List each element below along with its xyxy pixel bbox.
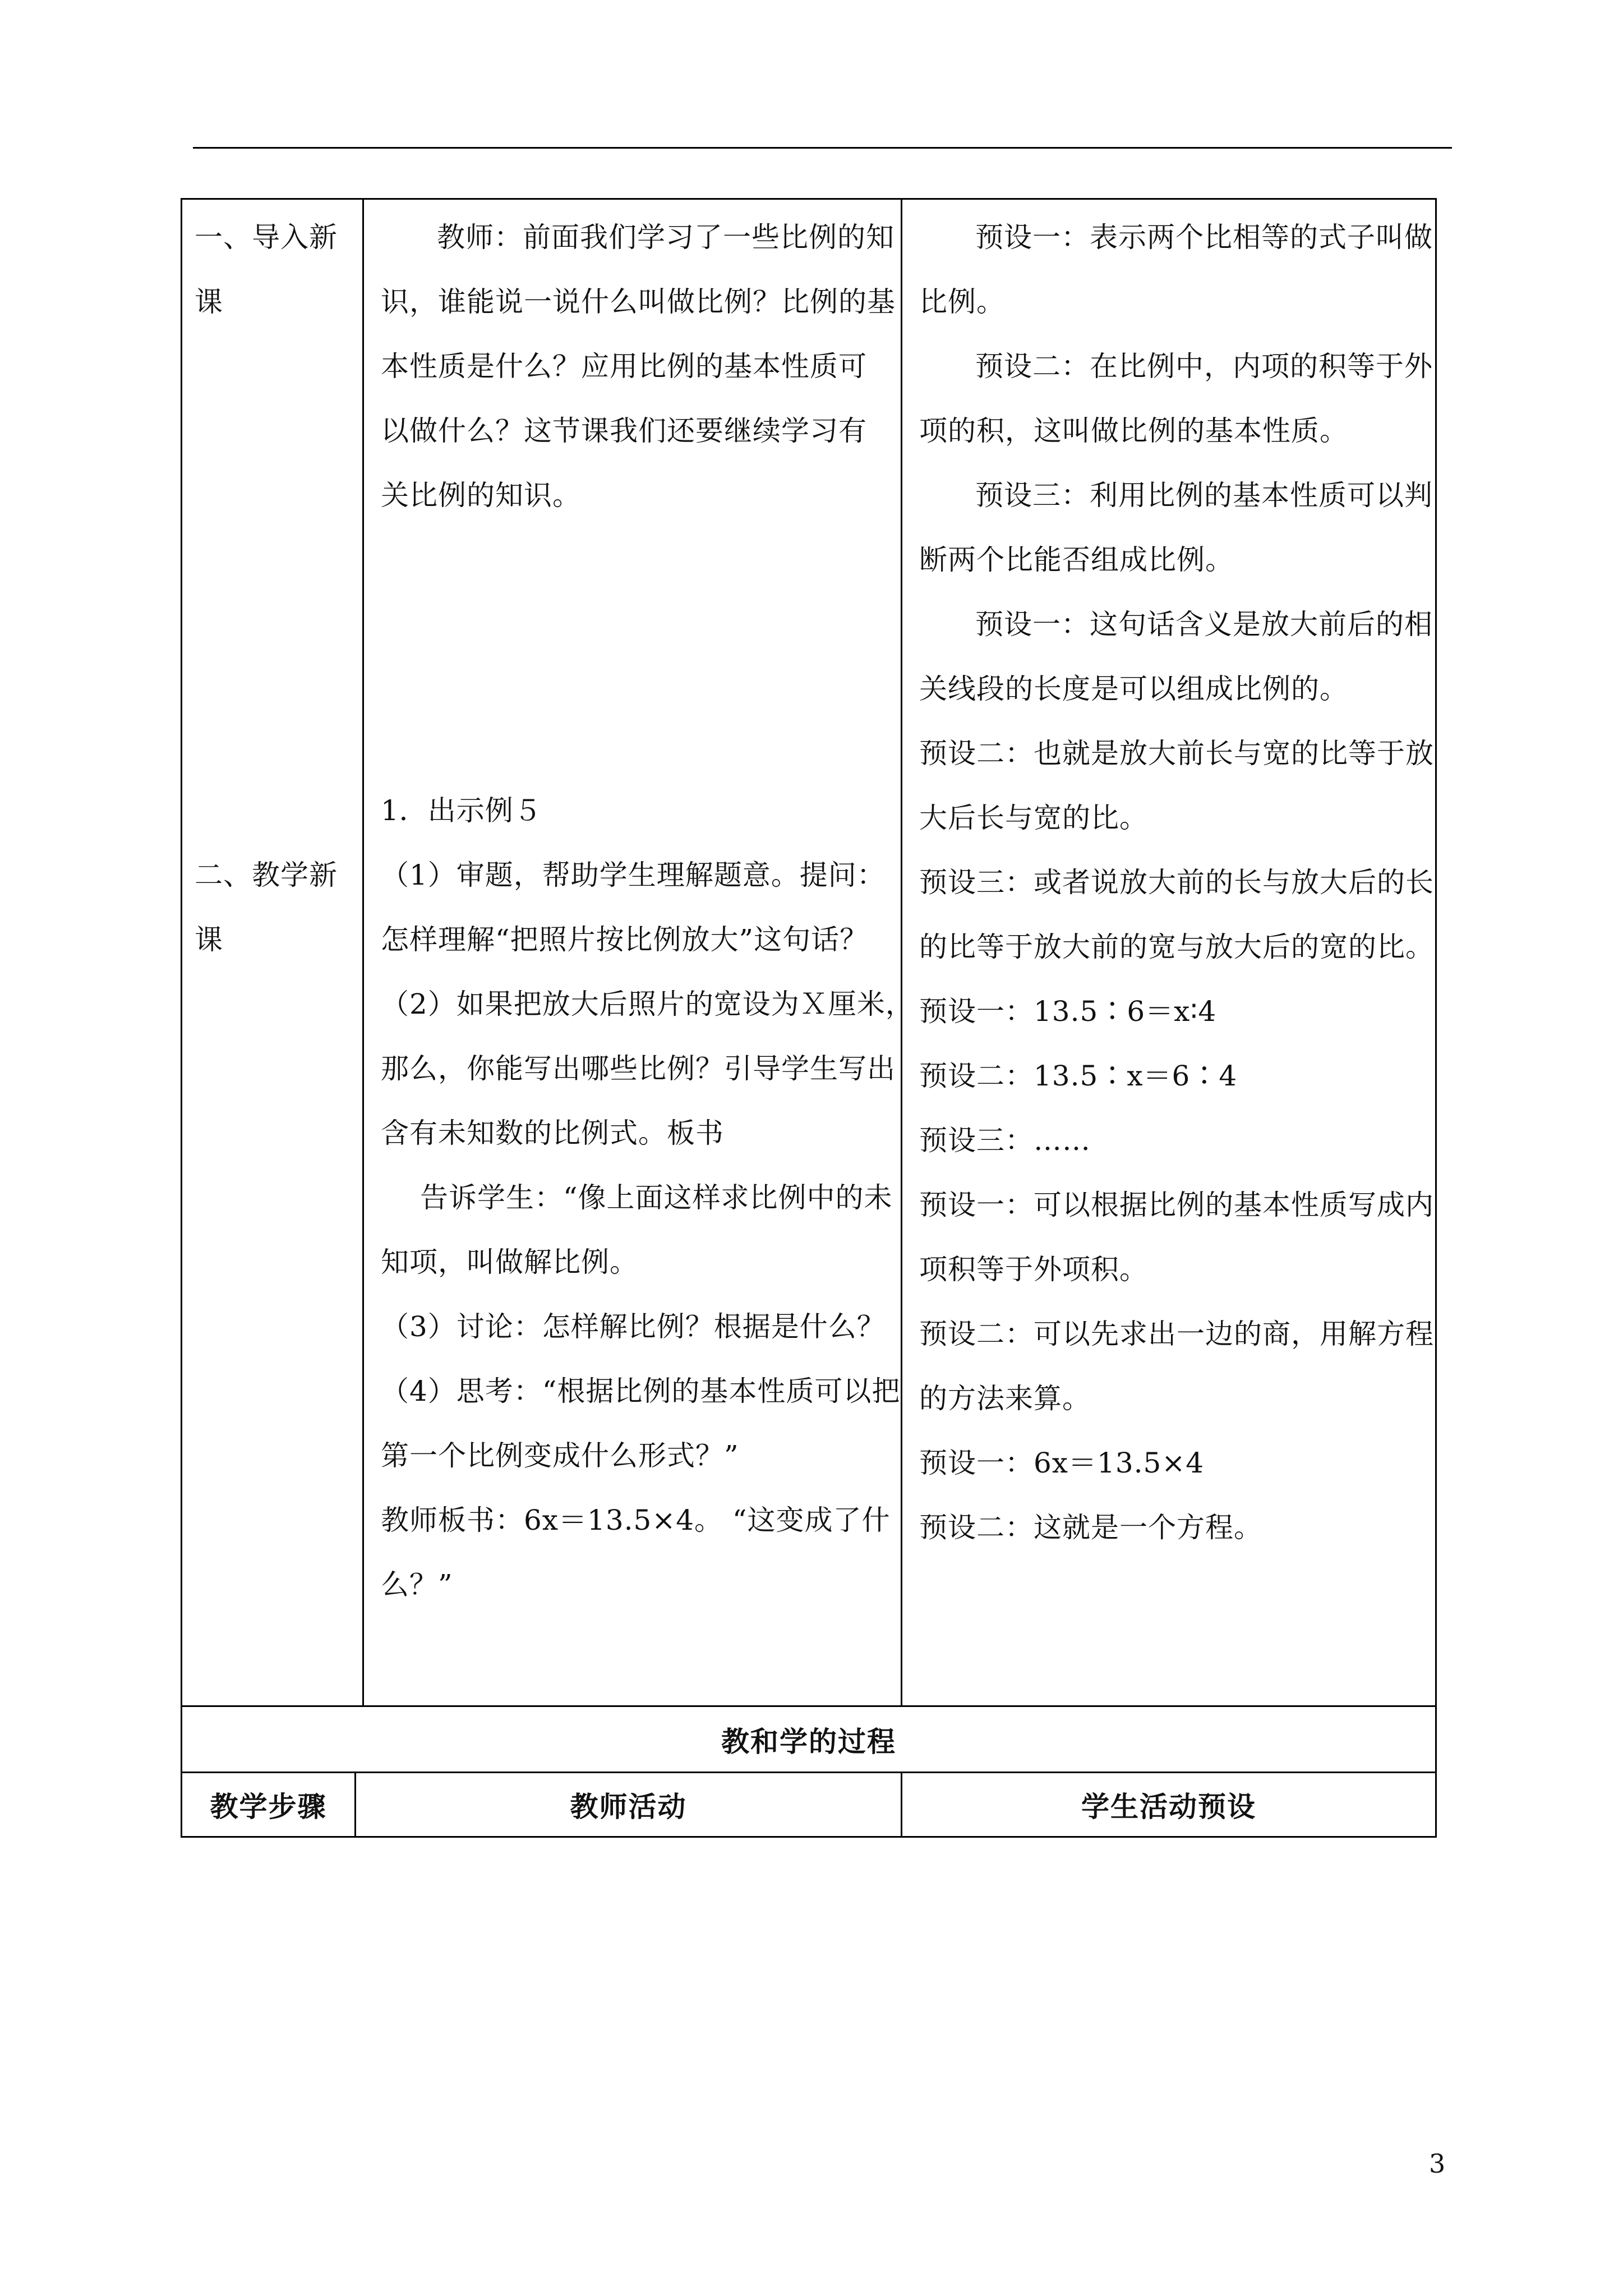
teacher-lesson-line: 怎样理解“把照片按比例放大”这句话？ (381, 923, 869, 956)
teacher-lesson-line: （4）思考：“根据比例的基本性质可以把 (381, 1375, 901, 1407)
step-intro (195, 205, 338, 334)
header-teacher-activity: 教师活动 (356, 1773, 902, 1836)
teacher-lesson-line: 1．出示例５ (381, 794, 542, 827)
process-title: 教和学的过程 (182, 1707, 1435, 1773)
student-line: 预设一：表示两个比相等的式子叫做 (975, 221, 1433, 254)
teacher-lesson-line: 告诉学生：“像上面这样求比例中的未 (420, 1181, 893, 1214)
teacher-lesson-line: （2）如果把放大后照片的宽设为Ｘ厘米， (381, 988, 914, 1020)
student-line: 预设三：…… (919, 1124, 1091, 1157)
steps-column (182, 200, 364, 1705)
teacher-lesson (381, 779, 914, 1617)
process-header-row (182, 1773, 1435, 1836)
teacher-lesson-line: 那么，你能写出哪些比例？引导学生写出 (381, 1052, 896, 1085)
student-line: 大后长与宽的比。 (919, 802, 1148, 834)
student-line: 预设三：利用比例的基本性质可以判 (975, 479, 1433, 512)
step-intro-line: 课 (195, 286, 223, 318)
step-new-line: 课 (195, 923, 223, 956)
teacher-lesson-line: （3）讨论：怎样解比例？根据是什么？ (381, 1310, 886, 1343)
student-line: 预设二：可以先求出一边的商，用解方程 (919, 1318, 1434, 1350)
student-line: 比例。 (919, 286, 1005, 318)
student-line: 项积等于外项积。 (919, 1253, 1148, 1286)
student-line: 预设二：这就是一个方程。 (919, 1511, 1262, 1544)
teacher-intro-line: 识，谁能说一说什么叫做比例？比例的基 (381, 286, 896, 318)
process-table (181, 1707, 1437, 1838)
header-rule (193, 147, 1452, 149)
student-line: 预设二：在比例中，内项的积等于外 (975, 350, 1433, 383)
step-new (195, 843, 338, 972)
page-number: 3 (1429, 2148, 1446, 2179)
teacher-lesson-line: 教师板书：6x＝13.5×4。 “这变成了什 (381, 1504, 891, 1536)
teacher-lesson-line: （1）审题，帮助学生理解题意。提问： (381, 859, 886, 891)
student-line: 预设二：13.5∶x＝6∶4 (919, 1060, 1238, 1092)
teacher-intro-line: 教师：前面我们学习了一些比例的知 (437, 221, 895, 254)
teacher-lesson-line: 么？” (381, 1568, 453, 1601)
teacher-intro-line: 以做什么？这节课我们还要继续学习有 (381, 415, 867, 447)
teacher-column (364, 200, 914, 1705)
step-new-line: 二、教学新 (195, 859, 338, 891)
student-line: 的方法来算。 (919, 1382, 1091, 1415)
student-line: 预设一：6x＝13.5×4 (919, 1447, 1205, 1479)
header-student-activity: 学生活动预设 (1081, 1790, 1256, 1823)
step-intro-line: 一、导入新 (195, 221, 338, 254)
student-line: 预设一：可以根据比例的基本性质写成内 (919, 1189, 1434, 1221)
student-column (902, 200, 1435, 1705)
lesson-table (181, 198, 1437, 1707)
teacher-lesson-line: 知项，叫做解比例。 (381, 1246, 638, 1278)
student-line: 预设一：13.5∶6＝x∶4 (919, 995, 1217, 1028)
student-line: 预设一：这句话含义是放大前后的相 (975, 608, 1433, 641)
teacher-intro (381, 205, 896, 528)
student-line: 断两个比能否组成比例。 (919, 544, 1234, 576)
student-line: 预设二：也就是放大前长与宽的比等于放 (919, 737, 1434, 770)
student-line: 关线段的长度是可以组成比例的。 (919, 673, 1348, 705)
student-line: 的比等于放大前的宽与放大后的宽的比。 (919, 931, 1434, 963)
teacher-intro-line: 关比例的知识。 (381, 479, 581, 512)
student-line: 项的积，这叫做比例的基本性质。 (919, 415, 1348, 447)
teacher-lesson-line: 含有未知数的比例式。板书 (381, 1117, 724, 1149)
student-presets (919, 205, 1434, 1560)
teacher-lesson-line: 第一个比例变成什么形式？” (381, 1439, 739, 1472)
header-steps: 教学步骤 (182, 1773, 356, 1836)
teacher-intro-line: 本性质是什么？应用比例的基本性质可 (381, 350, 867, 383)
student-line: 预设三：或者说放大前的长与放大后的长 (919, 866, 1434, 899)
